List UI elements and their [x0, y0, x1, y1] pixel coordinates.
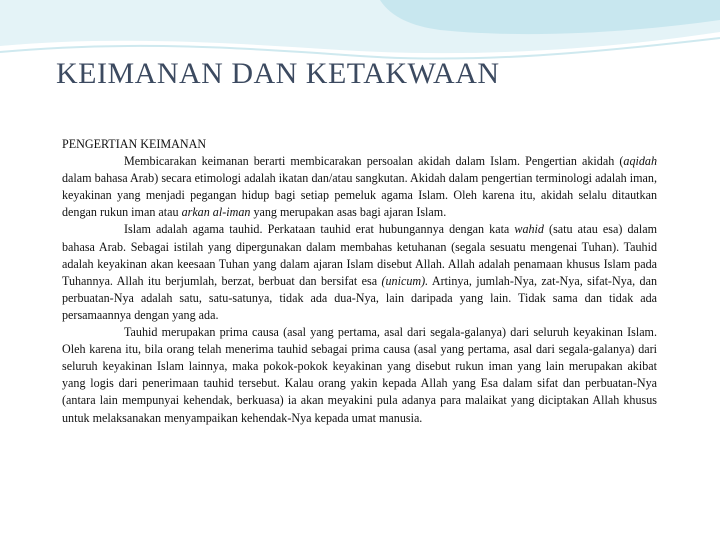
text-run: Islam adalah agama tauhid. Perkataan tauhid erat hubungannya dengan kata: [124, 222, 515, 237]
slide-title: KEIMANAN DAN KETAKWAAN: [56, 57, 500, 90]
text-run: Membicarakan keimanan berarti membicarakan persoalan akidah dalam Islam. Pengertian akidah (: [124, 154, 624, 169]
paragraph-akidah: [62, 153, 657, 221]
wave-band-accent: [380, 0, 720, 34]
paragraph-tauhid: [62, 221, 657, 324]
body-text: [62, 136, 657, 427]
italic-term: aqidah: [623, 154, 657, 169]
text-run: dalam bahasa Arab) secara etimologi adalah ikatan dan/atau sangkutan. Akidah dalam pengertian terminologi adalah iman, keyakinan yang menjadi pegangan hidup bagi setiap pemeluk agama Islam. Oleh karena itu, akidah selalu ditautkan dengan rukun iman atau: [62, 171, 657, 220]
wave-band-light: [0, 0, 720, 53]
italic-term: arkan al-iman: [181, 205, 251, 220]
italic-term: wahid: [514, 222, 544, 237]
text-run: Artinya, jumlah-Nya, zat-Nya, sifat-Nya, dan perbuatan-Nya adalah satu, satu-satunya, tidak ada dua-Nya, lain daripada yang lain. Tidak sama dan tidak ada persamaannya dengan yang ada.: [62, 273, 657, 322]
text-run: (satu atau esa) dalam bahasa Arab. Sebagai istilah yang dipergunakan dalam membahas ketuhanan (segala sesuatu mengenai Tuhan). Tauhid adalah keyakinan akan keesaan Tuhan yang dalam ajaran Islam disebut Allah. Allah adalah penamaan khusus Islam pada Tuhannya. Allah itu berjumlah, berzat, berbuat dan bersifat esa: [62, 222, 657, 288]
wave-line: [0, 38, 720, 59]
italic-term: (unicum).: [381, 273, 429, 288]
paragraph-prima-causa: [62, 324, 657, 427]
text-run: yang merupakan asas bagi ajaran Islam.: [250, 205, 447, 220]
text-run: Tauhid merupakan prima causa (asal yang pertama, asal dari segala-galanya) dari seluruh keyakinan Islam. Oleh karena itu, bila orang telah menerima tauhid sebagai prima causa (asal yang pertama, asal dari segala-galanya) dari seluruh keyakinan Islam lainnya, maka pokok-pokok keyakinan yang disebut rukun iman yang lain merupakan akibat yang logis dari penerimaan tauhid tersebut. Kalau orang yakin kepada Allah yang Esa dalam sifat dan perbuatan-Nya (antara lain mempunyai kehendak, berkuasa) ia akan meyakini pula adanya para malaikat yang diciptakan Allah khusus untuk melaksanakan menyampaikan kehendak-Nya kepada umat manusia.: [62, 325, 657, 425]
section-heading: PENGERTIAN KEIMANAN: [62, 137, 207, 151]
